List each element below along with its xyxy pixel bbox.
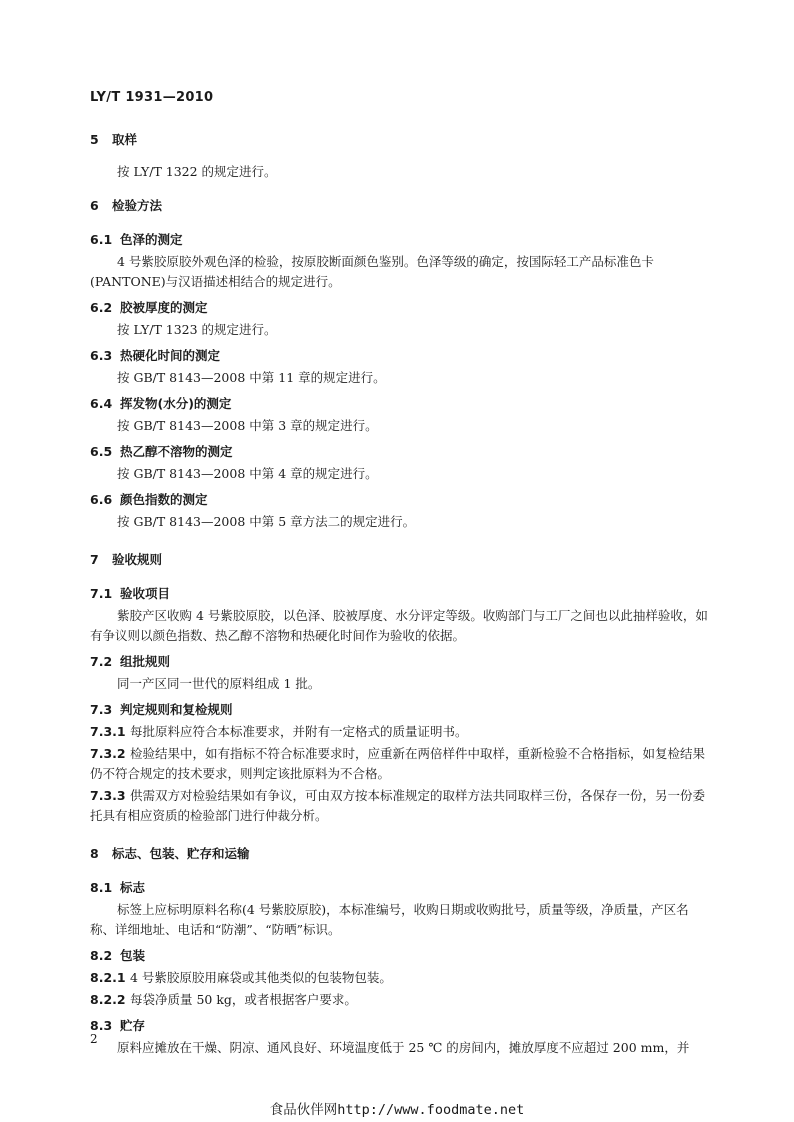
section-8-2-heading: 8.2 包装 <box>90 948 146 963</box>
section-8-heading: 8 标志、包装、贮存和运输 <box>90 846 250 861</box>
section-6-4-heading: 6.4 挥发物(水分)的测定 <box>90 396 232 411</box>
section-7-heading: 7 验收规则 <box>90 552 163 567</box>
section-5-heading: 5 取样 <box>90 132 138 147</box>
section-7-3-heading: 7.3 判定规则和复检规则 <box>90 702 233 717</box>
section-6-6-text: 按 GB/T 8143—2008 中第 5 章方法二的规定进行。 <box>117 514 416 529</box>
section-6-6-heading: 6.6 颜色指数的测定 <box>90 492 208 507</box>
section-7-3-1: 7.3.1 每批原料应符合本标准要求，并附有一定格式的质量证明书。 <box>90 724 468 739</box>
section-8-2-1: 8.2.1 4 号紫胶原胶用麻袋或其他类似的包装物包装。 <box>90 970 392 985</box>
section-6-2-text: 按 LY/T 1323 的规定进行。 <box>117 322 277 337</box>
section-6-2-heading: 6.2 胶被厚度的测定 <box>90 300 208 315</box>
section-8-3-heading: 8.3 贮存 <box>90 1018 146 1033</box>
section-8-1-heading: 8.1 标志 <box>90 880 146 895</box>
section-6-3-heading: 6.3 热硬化时间的测定 <box>90 348 221 363</box>
section-8-2-2: 8.2.2 每袋净质量 50 kg，或者根据客户要求。 <box>90 992 357 1007</box>
section-6-4-text: 按 GB/T 8143—2008 中第 3 章的规定进行。 <box>117 418 378 433</box>
section-7-3-3: 7.3.3 供需双方对检验结果如有争议，可由双方按本标准规定的取样方法共同取样三份，各保存一份，另一份委托具有相应资质的检验部门进行仲裁分析。 <box>90 788 706 823</box>
section-7-1-heading: 7.1 验收项目 <box>90 586 171 601</box>
section-6-5-text: 按 GB/T 8143—2008 中第 4 章的规定进行。 <box>117 466 378 481</box>
watermark-footer: 食品伙伴网http://www.foodmate.net <box>269 1102 525 1118</box>
section-7-3-2: 7.3.2 检验结果中，如有指标不符合标准要求时，应重新在两倍样件中取样，重新检验不合格指标，如复检结果仍不符合规定的技术要求，则判定该批原料为不合格。 <box>90 746 706 781</box>
section-7-1-text: 紫胶产区收购 4 号紫胶原胶，以色泽、胶被厚度、水分评定等级。收购部门与工厂之间也以此抽样验收，如有争议则以颜色指数、热乙醇不溶物和热硬化时间作为验收的依据。 <box>90 608 708 643</box>
section-8-3-text: 原料应摊放在干燥、阴凉、通风良好、环境温度低于 25 ℃ 的房间内，摊放厚度不应超过 200 mm，并 <box>117 1040 690 1055</box>
section-7-2-text: 同一产区同一世代的原料组成 1 批。 <box>117 676 321 691</box>
section-7-2-heading: 7.2 组批规则 <box>90 654 171 669</box>
section-6-heading: 6 检验方法 <box>90 198 163 213</box>
section-6-5-heading: 6.5 热乙醇不溶物的测定 <box>90 444 233 459</box>
page-number: 2 <box>90 1032 98 1046</box>
standard-id-header: LY/T 1931—2010 <box>90 90 214 105</box>
document-body <box>90 130 710 1058</box>
section-6-1-heading: 6.1 色泽的测定 <box>90 232 183 247</box>
section-6-3-text: 按 GB/T 8143—2008 中第 11 章的规定进行。 <box>117 370 386 385</box>
section-8-1-text: 标签上应标明原料名称(4 号紫胶原胶)，本标准编号，收购日期或收购批号，质量等级，净质量，产区名称、详细地址、电话和“防潮”、“防晒”标识。 <box>90 902 689 937</box>
section-5-text: 按 LY/T 1322 的规定进行。 <box>117 164 277 179</box>
section-6-1-text: 4 号紫胶原胶外观色泽的检验，按原胶断面颜色鉴别。色泽等级的确定，按国际轻工产品标准色卡(PANTONE)与汉语描述相结合的规定进行。 <box>90 254 654 289</box>
